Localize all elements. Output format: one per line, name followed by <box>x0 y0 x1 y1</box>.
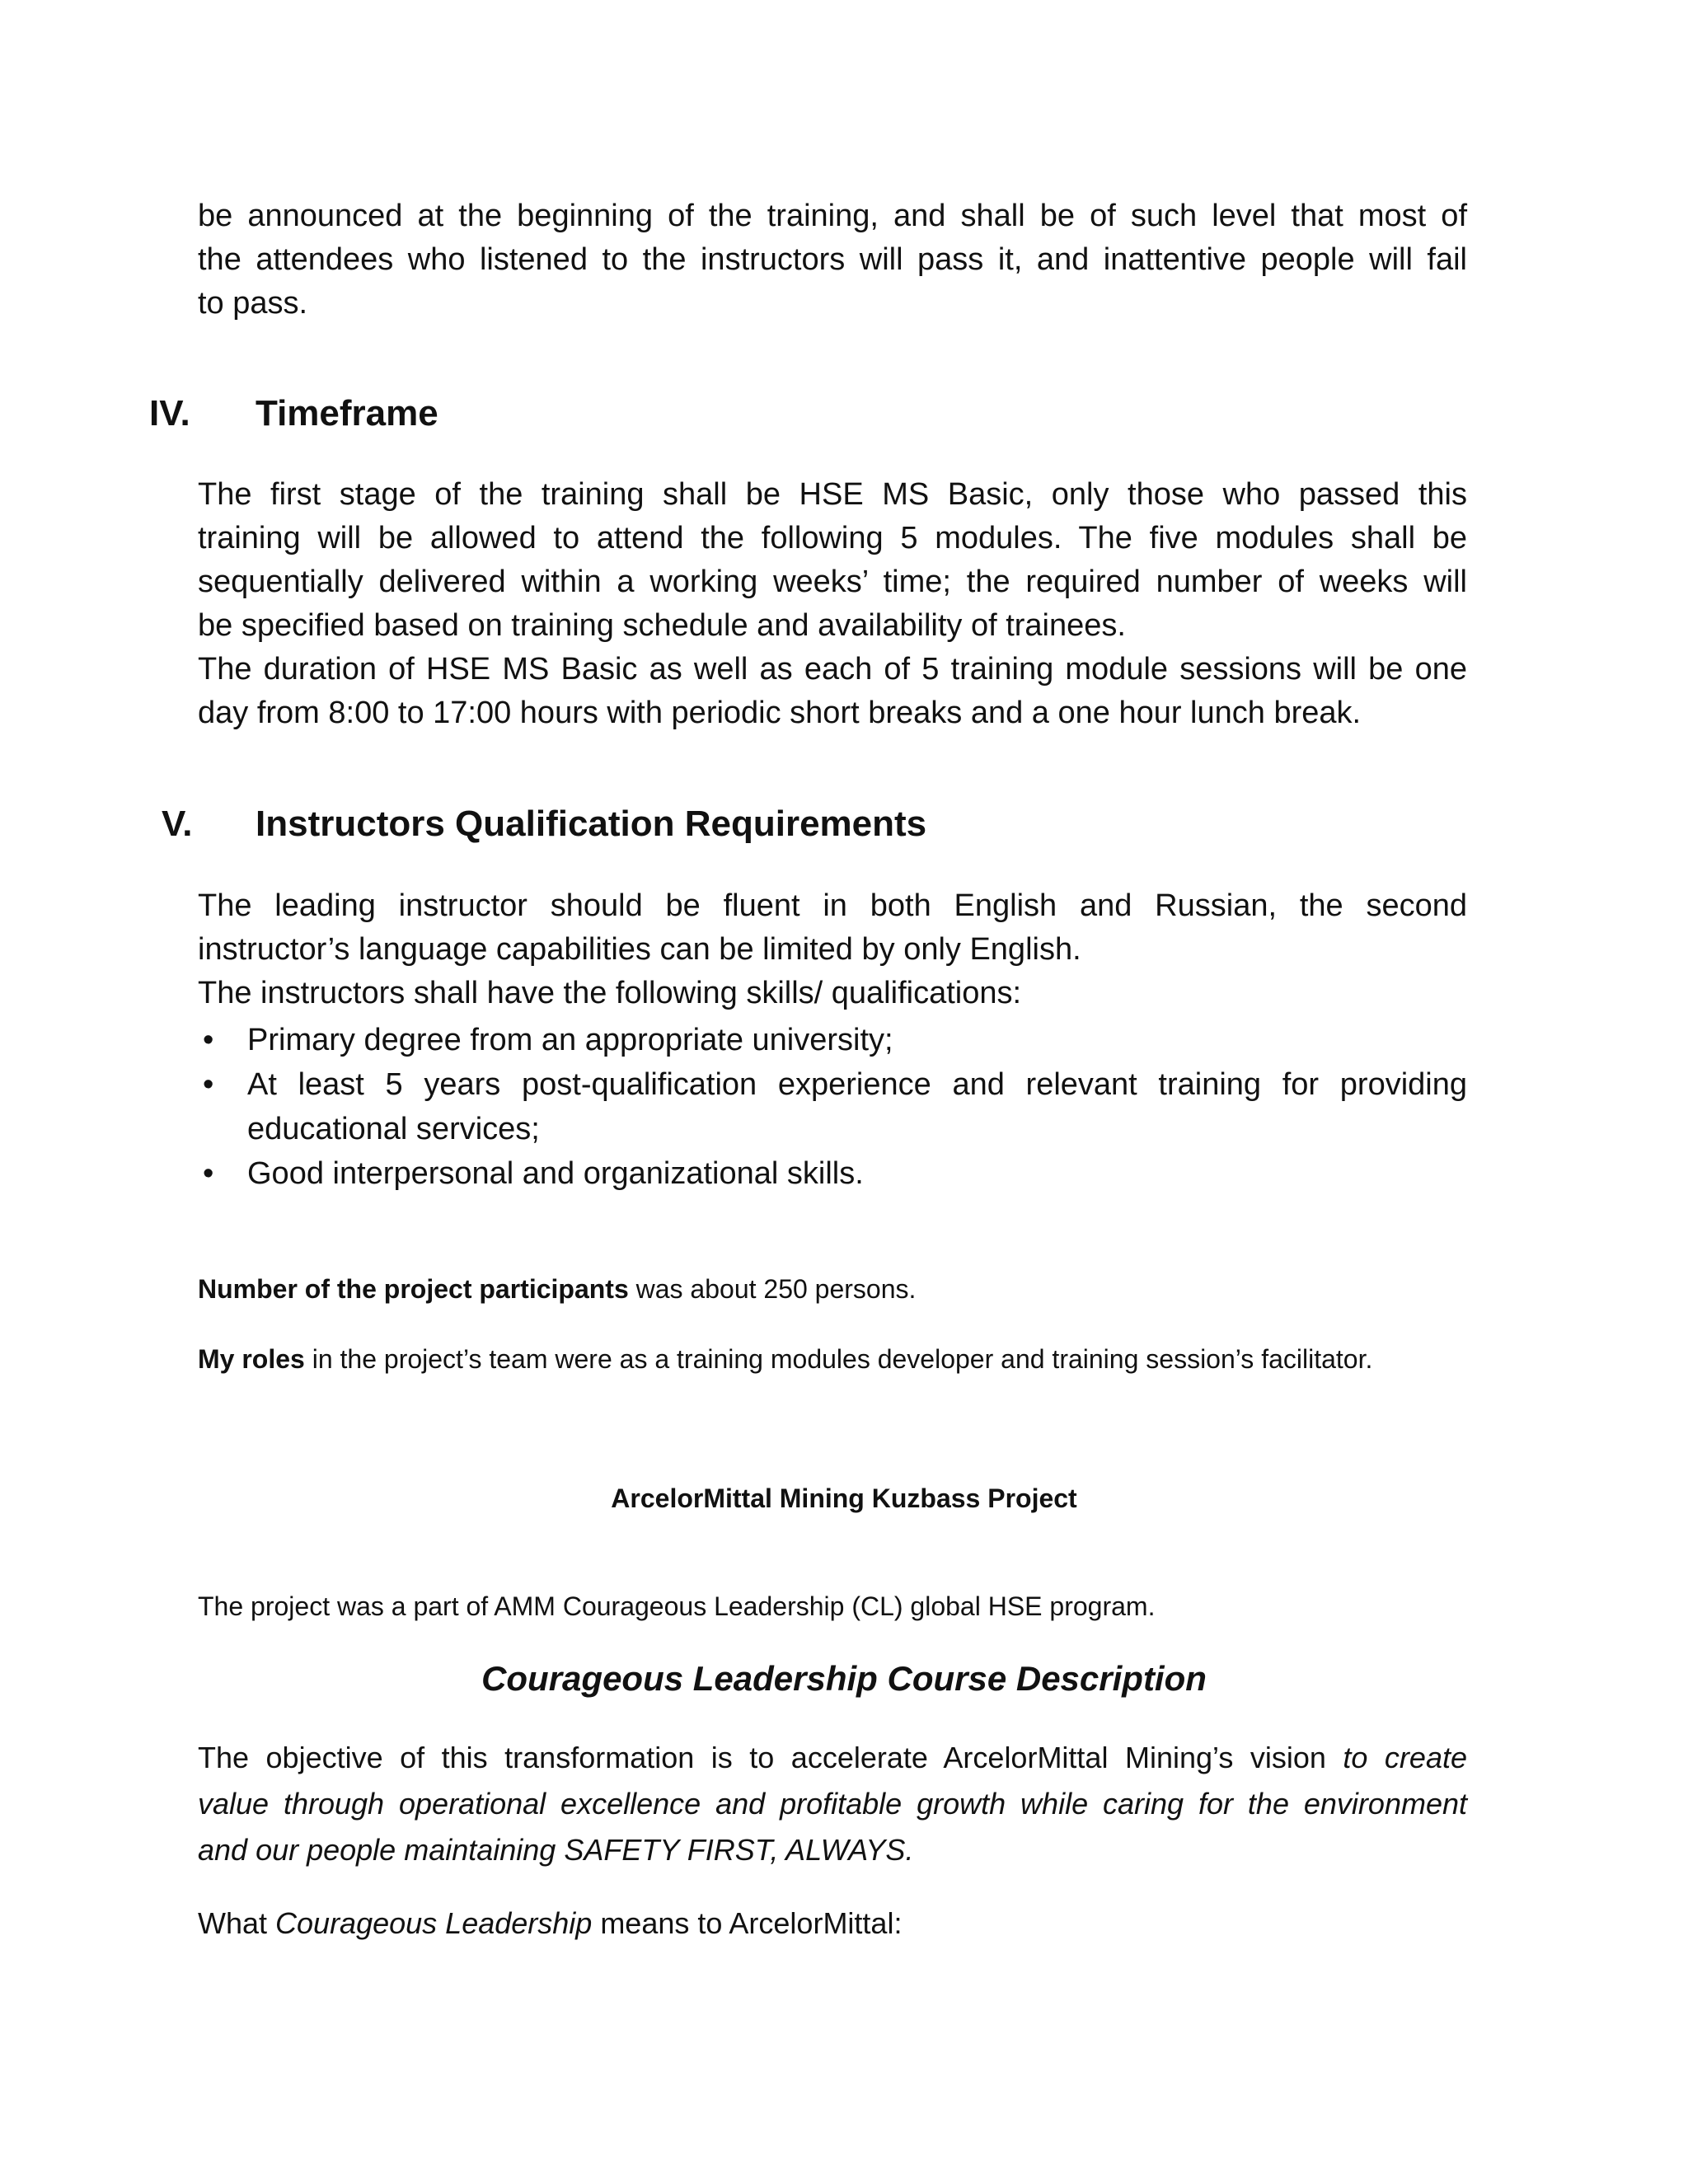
qualification-paragraph-1 <box>198 884 1467 972</box>
text-line <box>198 1827 1467 1873</box>
text-line: Primary degree from an appropriate university; <box>247 1023 893 1057</box>
roles-paragraph <box>198 1341 1484 1377</box>
objective-text: The objective of this transformation is to accelerate ArcelorMittal Mining’s vision <box>198 1741 1343 1774</box>
qualification-paragraph-2 <box>198 972 1467 1015</box>
list-item <box>198 1062 1467 1151</box>
bullet-icon: • <box>203 1023 214 1057</box>
text-line: The instructors shall have the following skills/ qualifications: <box>198 976 1022 1010</box>
objective-emphasis: and our people maintaining SAFETY FIRST, ALWAYS. <box>198 1833 914 1867</box>
participants-text: was about 250 persons. <box>628 1274 917 1304</box>
list-item <box>198 1151 1467 1196</box>
text-line: to pass. <box>198 286 308 321</box>
objective-emphasis: to create <box>1343 1741 1467 1774</box>
meaning-paragraph <box>198 1900 1467 1947</box>
bullet-icon: • <box>203 1156 214 1191</box>
project-title: ArcelorMittal Mining Kuzbass Project <box>611 1483 1077 1513</box>
text-line: The leading instructor should be fluent in both English and Russian, the second <box>198 888 1467 923</box>
text-line: sequentially delivered within a working weeks’ time; the required number of weeks will <box>198 565 1467 599</box>
section-number: V. <box>162 804 193 844</box>
qualification-list <box>198 1018 1467 1196</box>
text-line: be announced at the beginning of the training, and shall be of such level that most of <box>198 199 1467 233</box>
timeframe-paragraph-1 <box>198 473 1467 648</box>
intro-paragraph <box>198 194 1467 326</box>
participants-paragraph <box>198 1271 1484 1307</box>
timeframe-paragraph-2 <box>198 648 1467 735</box>
meaning-text: means to ArcelorMittal: <box>592 1906 903 1940</box>
text-line: the attendees who listened to the instructors will pass it, and inattentive people will fail <box>198 242 1467 277</box>
text-line: At least 5 years post-qualification experience and relevant training for providing <box>247 1067 1467 1102</box>
project-intro: The project was a part of AMM Courageous Leadership (CL) global HSE program. <box>198 1591 1156 1621</box>
text-line <box>198 1781 1467 1827</box>
text-line: be specified based on training schedule and availability of trainees. <box>198 608 1126 643</box>
roles-label: My roles <box>198 1344 305 1374</box>
text-line: day from 8:00 to 17:00 hours with periodic short breaks and a one hour lunch break. <box>198 696 1362 730</box>
list-item <box>198 1018 1467 1062</box>
roles-text: in the project’s team were as a training modules developer and training session’s facilitator. <box>304 1344 1373 1374</box>
text-line: The first stage of the training shall be HSE MS Basic, only those who passed this <box>198 477 1467 512</box>
text-line: instructor’s language capabilities can be limited by only English. <box>198 932 1081 967</box>
objective-emphasis: value through operational excellence and profitable growth while caring for the environment <box>198 1787 1467 1821</box>
text-line: Good interpersonal and organizational skills. <box>247 1156 864 1191</box>
section-title: Timeframe <box>256 393 438 434</box>
participants-label: Number of the project participants <box>198 1274 629 1304</box>
text-line: The duration of HSE MS Basic as well as each of 5 training module sessions will be one <box>198 652 1467 687</box>
meaning-emphasis: Courageous Leadership <box>275 1906 593 1940</box>
bullet-icon: • <box>203 1067 214 1102</box>
meaning-text: What <box>198 1906 276 1940</box>
course-title: Courageous Leadership Course Description <box>481 1659 1207 1698</box>
text-line: training will be allowed to attend the following 5 modules. The five modules shall be <box>198 521 1467 555</box>
section-number: IV. <box>149 393 190 434</box>
objective-paragraph <box>198 1735 1467 1873</box>
text-line <box>198 1735 1467 1781</box>
text-line: educational services; <box>247 1112 540 1146</box>
section-title: Instructors Qualification Requirements <box>256 804 927 844</box>
